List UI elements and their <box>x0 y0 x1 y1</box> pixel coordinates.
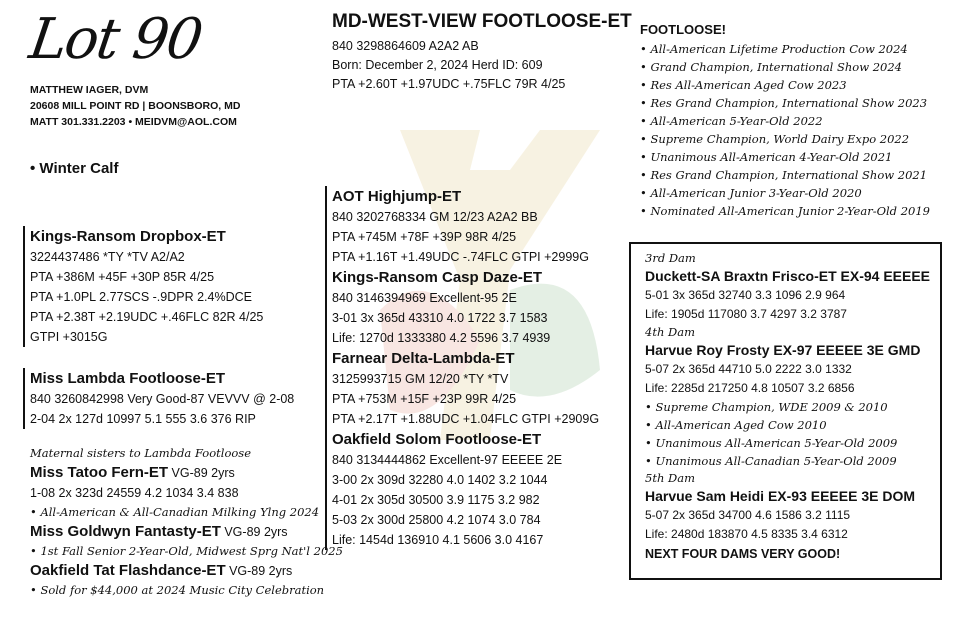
dam-record: 5-01 3x 365d 32740 3.3 1096 2.9 964 <box>645 288 846 302</box>
sire-line: PTA +386M +45F +30P 85R 4/25 <box>30 270 215 284</box>
pedigree-line: 840 3202768334 GM 12/23 A2A2 BB <box>332 210 538 224</box>
dam-record: Life: 2285d 217250 4.8 10507 3.2 6856 <box>645 381 855 395</box>
animal-details <box>332 37 565 94</box>
dam-note: • Unanimous All-American 5-Year-Old 2009 <box>645 434 940 452</box>
sister-name: Miss Tatoo Fern-ET <box>30 464 169 481</box>
dam-name: Miss Lambda Footloose-ET <box>30 370 226 387</box>
animal-pta: PTA +2.60T +1.97UDC +.75FLC 79R 4/25 <box>332 77 566 91</box>
sire-line: GTPI +3015G <box>30 330 108 344</box>
breeder-info <box>30 82 240 130</box>
achievement-item: • Res All-American Aged Cow 2023 <box>640 76 930 94</box>
dams-footer: NEXT FOUR DAMS VERY GOOD! <box>645 547 841 561</box>
pedigree-name: Kings-Ransom Casp Daze-ET <box>332 269 543 286</box>
lot-number-logo: Lot 90 <box>25 7 206 72</box>
pedigree-block <box>325 186 599 550</box>
sire-line: PTA +2.38T +2.19UDC +.46FLC 82R 4/25 <box>30 310 264 324</box>
dam-class: EX-97 EEEEE 3E GMD <box>769 342 921 358</box>
sister-name: Oakfield Tat Flashdance-ET <box>30 562 226 579</box>
achievement-item: • Unanimous All-American 4-Year-Old 2021 <box>640 148 930 166</box>
animal-id: 840 3298864609 A2A2 AB <box>332 39 479 53</box>
sister-class: VG-89 2yrs <box>225 564 293 578</box>
achievement-item: • Res Grand Champion, International Show 2021 <box>640 166 930 184</box>
dam-name: Harvue Roy Frosty <box>645 342 770 358</box>
sister-record: 1-08 2x 323d 24559 4.2 1034 3.4 838 <box>30 486 239 500</box>
achievement-item: • Nominated All-American Junior 2-Year-Old 2019 <box>640 202 930 220</box>
sire-line: 3224437486 *TY *TV A2/A2 <box>30 250 185 264</box>
calf-class: • Winter Calf <box>30 160 119 177</box>
sister-class: VG-89 2yrs <box>168 466 235 480</box>
pedigree-line: 840 3146394969 Excellent-95 2E <box>332 291 517 305</box>
sister-class: VG-89 2yrs <box>220 525 288 539</box>
breeder-contact: MATT 301.331.2203 • MEIDVM@AOL.COM <box>30 116 237 128</box>
dam-record: Life: 1905d 117080 3.7 4297 3.2 3787 <box>645 307 847 321</box>
sister-name: Miss Goldwyn Fantasty-ET <box>30 523 221 540</box>
dam-class: EX-93 EEEEE 3E DOM <box>764 488 916 504</box>
pedigree-line: 840 3134444862 Excellent-97 EEEEE 2E <box>332 453 563 467</box>
pedigree-line: PTA +745M +78F +39P 98R 4/25 <box>332 230 517 244</box>
dam-name: Duckett-SA Braxtn Frisco-ET <box>645 268 837 284</box>
achievement-item: • Grand Champion, International Show 2024 <box>640 58 930 76</box>
pedigree-line: 3-00 2x 309d 32280 4.0 1402 3.2 1044 <box>332 473 548 487</box>
pedigree-line: 3125993715 GM 12/20 *TY *TV <box>332 372 509 386</box>
achievement-item: • Supreme Champion, World Dairy Expo 2022 <box>640 130 930 148</box>
achievements-heading: FOOTLOOSE! <box>640 22 726 37</box>
pedigree-line: Life: 1454d 136910 4.1 5606 3.0 4167 <box>332 533 544 547</box>
pedigree-line: PTA +753M +15F +23P 99R 4/25 <box>332 392 517 406</box>
achievement-item: • All-American Junior 3-Year-Old 2020 <box>640 184 930 202</box>
pedigree-line: 5-03 2x 300d 25800 4.2 1074 3.0 784 <box>332 513 541 527</box>
breeder-name: MATTHEW IAGER, DVM <box>30 84 149 96</box>
breeder-address: 20608 MILL POINT RD | BOONSBORO, MD <box>30 100 241 112</box>
pedigree-name: Farnear Delta-Lambda-ET <box>332 350 515 367</box>
dam-record: 5-07 2x 365d 34700 4.6 1586 3.2 1115 <box>645 508 851 522</box>
achievement-item: • Res Grand Champion, International Show 2023 <box>640 94 930 112</box>
pedigree-line: PTA +2.17T +1.88UDC +1.04FLC GTPI +2909G <box>332 412 600 426</box>
dam-note: • All-American Aged Cow 2010 <box>645 416 940 434</box>
pedigree-line: Life: 1270d 1333380 4.2 5596 3.7 4939 <box>332 331 551 345</box>
achievement-item: • All-American Lifetime Production Cow 2024 <box>640 40 930 58</box>
pedigree-name: AOT Highjump-ET <box>332 188 462 205</box>
animal-title: MD-WEST-VIEW FOOTLOOSE-ET <box>332 11 632 32</box>
sire-name: Kings-Ransom Dropbox-ET <box>30 228 226 245</box>
maternal-sisters <box>30 444 343 599</box>
dam-note: • Unanimous All-Canadian 5-Year-Old 2009 <box>645 452 940 470</box>
sister-note: • Sold for $44,000 at 2024 Music City Celebration <box>30 581 343 599</box>
pedigree-line: PTA +1.16T +1.49UDC -.74FLC GTPI +2999G <box>332 250 589 264</box>
dam-record: Life: 2480d 183870 4.5 8335 3.4 6312 <box>645 527 848 541</box>
dams-box <box>629 242 942 580</box>
pedigree-name: Oakfield Solom Footloose-ET <box>332 431 542 448</box>
dam-label: 3rd Dam <box>645 251 696 265</box>
dam-block <box>23 368 294 429</box>
dam-class: EX-94 EEEEE <box>836 268 931 284</box>
dam-label: 5th Dam <box>645 471 695 485</box>
sister-note: • 1st Fall Senior 2-Year-Old, Midwest Sprg Nat'l 2025 <box>30 542 343 560</box>
achievement-item: • All-American 5-Year-Old 2022 <box>640 112 930 130</box>
animal-born: Born: December 2, 2024 Herd ID: 609 <box>332 58 543 72</box>
dam-note: • Supreme Champion, WDE 2009 & 2010 <box>645 398 940 416</box>
dam-label: 4th Dam <box>645 325 695 339</box>
maternal-label: Maternal sisters to Lambda Footloose <box>30 446 251 460</box>
pedigree-line: 4-01 2x 305d 30500 3.9 1175 3.2 982 <box>332 493 540 507</box>
sister-note: • All-American & All-Canadian Milking Ylng 2024 <box>30 503 343 521</box>
dam-line: 840 3260842998 Very Good-87 VEVVV @ 2-08 <box>30 392 295 406</box>
sire-line: PTA +1.0PL 2.77SCS -.9DPR 2.4%DCE <box>30 290 252 304</box>
sire-block <box>23 226 263 347</box>
achievements <box>640 20 930 220</box>
dam-record: 5-07 2x 365d 44710 5.0 2222 3.0 1332 <box>645 362 852 376</box>
pedigree-line: 3-01 3x 365d 43310 4.0 1722 3.7 1583 <box>332 311 548 325</box>
dam-line: 2-04 2x 127d 10997 5.1 555 3.6 376 RIP <box>30 412 256 426</box>
dam-name: Harvue Sam Heidi <box>645 488 765 504</box>
